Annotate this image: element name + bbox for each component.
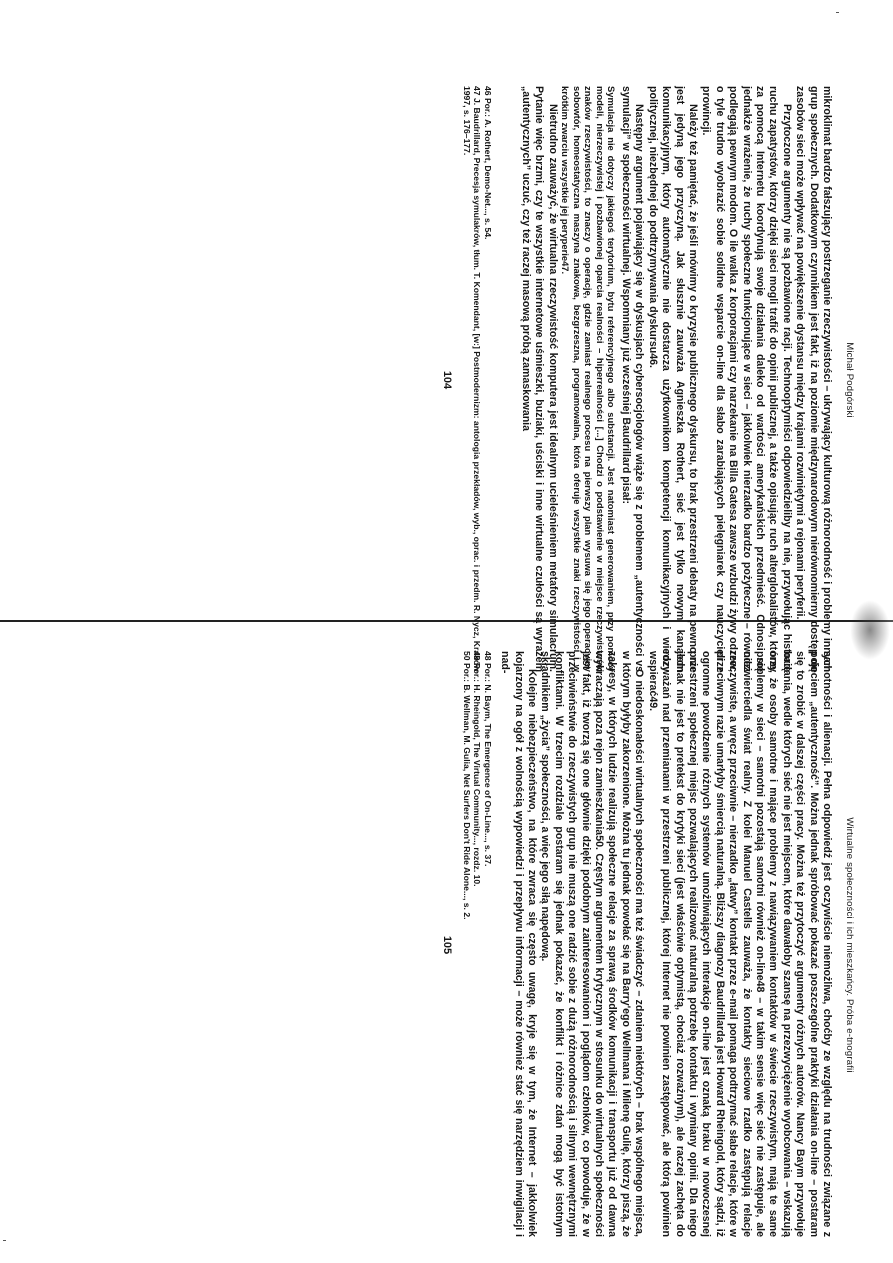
- page-number: 105: [441, 935, 453, 955]
- book-page-105: [435, 645, 855, 1245]
- footnote: 50 Por.: B. Wellman, M. Gulia, Net Surfers Don't Ride Alone..., s. 2.: [461, 651, 472, 920]
- paragraph: mikroklimat bardzo fałszujący postrzeganie rzeczywistości – ukrywający kulturową różnorodność i problemy innych grup społecznych. Dodatkowym czynnikiem jest fakt, iż na poziomie międzynarodowym nierównomierny dostęp do zasobów sieci może wpływać na powiększenie dystansu między krajami rozwiniętymi a rejonami peryferii.: [794, 86, 833, 672]
- paragraph: Następny argument pojawiający się w dyskusjach cybersocjologów wiąże się z problemem „autentyczności vs symulacji” w społeczności wirtualnej. Wspomniany już wcześniej Baudrillard pisał:: [619, 86, 646, 672]
- paragraph: Przytoczone argumenty nie są pozbawione racji. Technooptymiści odpowiedzieliby na nie, przywołując historię ruchu zapatystów, którzy dzięki sieci mogli trafić do opinii publicznej, a także opisując ruch alterglobalistów, którzy za pomocą Internetu koordynują swoje działania daleko od wartości amerykańskich przedmieść. Odnosi się jednakże wrażenie, że ruchy społeczne funkcjonujące w sieci – jakkolwiek nierzadko bardzo pożyteczne – również podlegają pewnym modom. O ile walka z korporacjami czy narzekanie na Billa Gatesa zawsze wzbudzi żywy odzew, o tyle trudno wyobrazić sobie solidne wsparcie on-line dla słabo zarabiających pielęgniarek czy nauczycieli z prowincji.: [700, 86, 793, 672]
- paragraph: O niedoskonałości wirtualnych społeczności ma też świadczyć – zdaniem niektórych – brak wspólnego miejsca, w którym byłyby zakorzenione. Można tu jednak powołać się na Barry'ego Wellmana i Milenę Gulię, którzy piszą, że zakresy, w których ludzie realizują społeczne relacje za sprawą środków komunikacji i transportu już od dawna wykraczają poza rejon zamieszkania50. Częstym argumentem krytycznym w stosunku do wirtualnych społeczności jest fakt, iż tworzą się one głównie dzięki podobnym zainteresowaniom i poglądom członków, co powoduje, że w przeciwieństwie do rzeczywistych grup nie muszą one radzić sobie z dużą różnorodnością i silnymi wewnętrznymi konfliktami. W trzecim rozdziale postaram się jednak pokazać, że konflikt i różnice zdań mogą być istotnym składnikiem „życia” społeczności, a więc jego siłą napędową.: [539, 651, 646, 1237]
- paragraph: Należy też pamiętać, że jeśli mówimy o kryzysie publicznego dyskursu, to brak przestrzeni debaty na pewno nie jest jedyną jego przyczyną. Jak słusznie zauważa Agnieszka Rothert, sieć jest tylko nowym kanałem komunikacyjnym, który automatycznie nie dostarcza użytkownikom kompetencji komunikacyjnych i wiedzy politycznej, niezbędnej do podtrzymywania dyskursu46.: [646, 86, 699, 672]
- block-quote: Symulacja nie dotyczy jakiegoś terytorium, bytu referencyjnego albo substancji. Jest natomiast generowaniem, przy pomocy modeli, nierzeczywistej i pozbawionej oparcia realności – hiperrealności [...] Chodzi o podstawienie w miejsce rzeczywistości znaków rzeczywistości, to znaczy o operację, gdzie zamiast realnego procesu na pierwszy plan wysuwa się jego operacyjny sobowtór, homeostatyczna maszyna znakowa, bezgrzeszna, programowalna, która oferuje wszystkie znaki rzeczywistości i w krótkim zwarciu wszystkie jej peryperie47.: [560, 86, 618, 672]
- footnote: 48 Por.: N. Baym, The Emergence of On-Line..., s. 37.: [483, 651, 493, 867]
- footnote: 46 Por.: A. Rothert, Demo-Net..., s. 54.: [483, 86, 493, 240]
- footnote: 47 J. Baudrillard, Precesja symulakrów, tłum. T. Komendant, [w:] Postmodernizm: antologia przekładów, wyb., oprac. i przedm. R. Nycz, Kraków 1997, s. 176–177.: [461, 86, 483, 672]
- paragraph: Nietrudno zauważyć, że wirtualna rzeczywistość komputera jest idealnym ucieleśnieniem metafory simulacrum. Pytanie więc brzmi, czy te wszystkie internetowe uśmieszki, buziaki, uściski i inne wirtualne czułości są wyrazem „autentycznych” uczuć, czy też raczej masową próbą zamaskowania: [519, 86, 559, 672]
- running-head: Michał Podgórski: [844, 342, 855, 418]
- footnote: 49 Por.: H. Rheingold, The Virtual Community..., rozdz. 10.: [472, 651, 483, 887]
- paragraph: Kolejne niebezpieczeństwo, na które zwraca się często uwagę, kryje się w tym, że Internet – jakkolwiek kojarzony na ogół z wolnością wypowiedzi i przepływu informacji – może również stać się narzędziem inwigilacji i nad-: [499, 651, 539, 1237]
- scan-speck: [836, 12, 839, 13]
- page-body: [518, 86, 833, 672]
- book-page-104: [435, 80, 855, 680]
- footnotes: [461, 86, 493, 672]
- footnotes: [461, 651, 493, 1237]
- running-head: Wirtualne społeczności i ich mieszkańcy. Próba e-tnografii: [844, 817, 855, 1073]
- page-number: 104: [441, 370, 453, 390]
- page-body: [498, 651, 833, 1237]
- paragraph: samotności i alienacji. Pełna odpowiedź jest oczywiście niemożliwa, choćby ze względu na trudności związane z pojęciem „autentyczność”. Można jednak spróbować pokazać poszczególne praktyki działania on-line – postaram się to zrobić w dalszej części pracy. Można też przytoczyć argumenty różnych autorów. Nancy Baym przywołuje badania, wedle których sieć nie jest miejscem, które dawałoby szansę na przezwyciężenie wyobcowania – wskazują one, że osoby samotne i mające problemy z nawiązywaniem kontaktów w świecie rzeczywistym, mają te same problemy w sieci – samotni pozostają samotni również on-line48 – w takim sensie więc sieć nie zastępuje, ale odzwierciedla świat realny. Z kolei Manuel Castells zauważa, że kontakty sieciowe rzadko zastępują relacje rzeczywiste, a wręcz przeciwnie – nierzadko „łatwy” kontakt przez e-mail pomaga podtrzymać słabe relacje, które w przeciwnym razie umarłyby śmiercią naturalną. Bliższy diagnozy Baudrillarda jest Howard Rheingold, który sądzi, iż ogromne powodzenie różnych systemów umożliwiających interakcje on-line jest oznaką braku w nowoczesnej przestrzeni społecznej miejsc pozwalających realizować naturalną potrzebę kontaktu i wymiany opinii. Dla niego jednak nie jest to pretekst do krytyki sieci (jest właściwie optymistą, chociaż rozważnym), ale raczej zachęta do rozważań nad przemianami w przestrzeni publicznej, której Internet nie powinien zastępować, ale którą powinien wspierać49.: [646, 651, 833, 1237]
- spine-shadow: [850, 600, 890, 660]
- scan-speck: [3, 1240, 6, 1241]
